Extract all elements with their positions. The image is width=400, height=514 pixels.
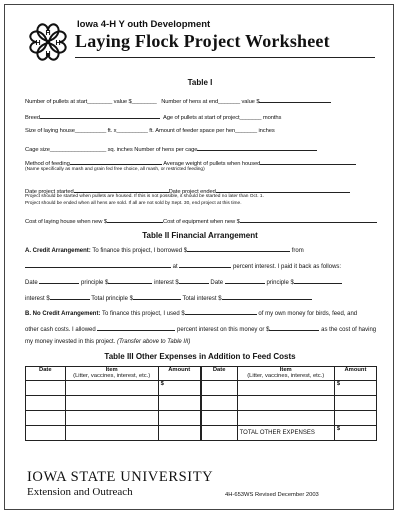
table-header-row <box>26 367 377 381</box>
row-feeding <box>25 158 356 167</box>
header-rule <box>75 57 375 58</box>
credit-line-1 <box>25 245 304 254</box>
svg-text:H: H <box>45 51 51 58</box>
breed-label: Breed <box>25 115 40 121</box>
principle-label-2: principle $ <box>266 280 294 286</box>
col-item-title: Item <box>105 367 118 373</box>
equipment-cost-field[interactable] <box>240 216 377 223</box>
date-cell[interactable] <box>201 426 237 441</box>
start-note: Project should be started when pullets are housed. If this is not possible, it should be started no later than Oct. 1. <box>25 194 264 199</box>
own-money-field[interactable] <box>185 308 257 315</box>
payment-date-2-field[interactable] <box>225 277 265 284</box>
date-started-field[interactable] <box>74 186 169 193</box>
date-ended-field[interactable] <box>216 186 350 193</box>
borrowed-amount-field[interactable] <box>187 245 290 252</box>
interest-1-field[interactable] <box>179 277 209 284</box>
at-text: at <box>172 264 178 270</box>
total-interest-field[interactable] <box>222 293 312 300</box>
allowed-interest-field[interactable] <box>97 324 175 331</box>
interest-money-text: percent interest on this money or $ <box>177 327 270 333</box>
house-cost-label: Cost of laying house when new $ <box>25 219 107 225</box>
invested-text: my money invested in this project. <box>25 339 116 345</box>
col-date-header-2: Date <box>201 367 237 381</box>
publication-code: 4H-653WS Revised December 2003 <box>225 492 319 498</box>
other-expenses-table <box>25 366 377 441</box>
col-item-header-2 <box>237 367 334 381</box>
no-credit-line-3 <box>25 339 190 345</box>
principle-2-field[interactable] <box>294 277 342 284</box>
item-cell[interactable] <box>65 381 158 396</box>
item-cell[interactable] <box>237 381 334 396</box>
interest-label: interest $ <box>154 280 179 286</box>
feeder-space-label: Amount of feeder space per hen_______ inches <box>155 128 275 134</box>
hens-per-cage-label: Number of hens per cage <box>134 147 198 153</box>
feeding-method-label: Method of feeding <box>25 161 70 167</box>
item-cell[interactable] <box>65 426 158 441</box>
house-size-label: Size of laying house__________ ft. x__________ ft. <box>25 128 154 134</box>
end-note: Project should be ended when all hens are sold. If all are not sold by Sept. 30, end project at this time. <box>25 201 242 206</box>
date-label-2: Date <box>210 280 224 286</box>
credit-line-2 <box>25 261 341 270</box>
date-cell[interactable] <box>26 411 66 426</box>
pullet-weight-field[interactable] <box>260 158 356 165</box>
table-row <box>26 426 377 441</box>
worksheet-title: Laying Flock Project Worksheet <box>75 31 330 51</box>
svg-text:H: H <box>35 40 41 47</box>
date-cell[interactable] <box>26 396 66 411</box>
date-cell[interactable] <box>26 426 66 441</box>
col-date-header: Date <box>26 367 66 381</box>
pullet-weight-label: Average weight of pullets when housed <box>163 161 261 167</box>
equipment-cost-label: Cost of equipment when new $ <box>162 219 240 225</box>
row-pullets <box>25 96 331 105</box>
table-row <box>26 396 377 411</box>
table-1-heading: Table I <box>187 78 213 87</box>
dollar-sign: $ <box>160 381 164 387</box>
total-interest-label: Total interest $ <box>182 296 222 302</box>
total-label-cell <box>237 426 334 441</box>
amount-cell[interactable] <box>158 396 201 411</box>
interest-rate-field[interactable] <box>179 261 231 268</box>
date-cell[interactable] <box>201 396 237 411</box>
principle-label: principle $ <box>81 280 109 286</box>
dollar-sign: $ <box>336 426 341 432</box>
interest-label-2: interest $ <box>25 296 50 302</box>
pullet-age-label: Age of pullets at start of project_______ months <box>163 115 282 121</box>
total-principle-label: Total principle $ <box>91 296 133 302</box>
svg-text:H: H <box>55 40 61 47</box>
cost-of-money-field[interactable] <box>269 324 319 331</box>
payment-line <box>25 277 342 286</box>
hens-end-label: Number of hens at end_______ value $ <box>161 99 260 105</box>
amount-cell[interactable] <box>334 411 376 426</box>
total-principle-field[interactable] <box>133 293 181 300</box>
col-item-subtitle-2: (Litter, vaccines, interest, etc.) <box>247 373 325 379</box>
row-costs <box>25 216 377 225</box>
date-cell[interactable] <box>201 411 237 426</box>
hens-end-value-field[interactable] <box>259 96 331 103</box>
col-amount-header: Amount <box>158 367 201 381</box>
col-item-header <box>65 367 158 381</box>
total-other-expenses-label: TOTAL OTHER EXPENSES <box>239 430 315 436</box>
feeding-note: (Name specifically as mash and grain fed free choice, all mash, or restricted feeding) <box>25 167 205 172</box>
program-name: Iowa 4-H Y outh Development <box>77 19 211 30</box>
cost-having-text: as the cost of having <box>321 327 377 333</box>
breed-field[interactable] <box>40 112 160 119</box>
table-3-heading: Table III Other Expenses in Addition to Feed Costs <box>104 352 296 361</box>
transfer-note: (Transfer above to Table III) <box>117 339 191 345</box>
dollar-sign: $ <box>336 381 341 387</box>
col-amount-header-2: Amount <box>334 367 376 381</box>
totals-line <box>25 293 312 302</box>
worksheet-page <box>4 4 394 510</box>
col-item-subtitle: (Litter, vaccines, interest, etc.) <box>73 373 151 379</box>
item-cell[interactable] <box>65 411 158 426</box>
interest-2-field[interactable] <box>50 293 90 300</box>
feeding-method-field[interactable] <box>70 158 162 165</box>
row-cage <box>25 144 317 153</box>
row-breed <box>25 112 281 121</box>
allowed-text: other cash costs. I allowed <box>25 327 96 333</box>
university-name: IOWA STATE UNIVERSITY <box>27 469 214 485</box>
payment-date-1-field[interactable] <box>39 277 79 284</box>
svg-text:H: H <box>45 30 51 37</box>
lender-field[interactable] <box>25 261 171 268</box>
amount-cell[interactable] <box>158 411 201 426</box>
item-cell[interactable] <box>65 396 158 411</box>
own-money-text: of my own money for birds, feed, and <box>258 311 358 317</box>
4h-clover-logo <box>25 19 71 65</box>
cage-size-label: Cage size__________________ sq. inches <box>25 147 133 153</box>
row-laying-house <box>25 128 275 134</box>
no-credit-line-2 <box>25 324 376 333</box>
date-ended-label: Date project ended <box>168 189 216 195</box>
used-text: To finance this project, I used $ <box>102 311 185 317</box>
item-cell[interactable] <box>237 396 334 411</box>
hens-per-cage-field[interactable] <box>197 144 317 151</box>
credit-arrangement-label: A. Credit Arrangement: <box>25 248 91 254</box>
total-amount-cell[interactable] <box>334 426 376 441</box>
pullets-start-label: Number of pullets at start________ value $________ <box>25 99 157 105</box>
table-row <box>26 411 377 426</box>
date-cell[interactable] <box>201 381 237 396</box>
date-label: Date <box>25 280 38 286</box>
amount-cell[interactable] <box>334 396 376 411</box>
house-cost-field[interactable] <box>107 216 163 223</box>
item-cell[interactable] <box>237 411 334 426</box>
amount-cell[interactable] <box>334 381 376 396</box>
borrowed-text: To finance this project, I borrowed $ <box>92 248 188 254</box>
principle-1-field[interactable] <box>108 277 152 284</box>
paid-back-text: percent interest. I paid it back as follows: <box>233 264 342 270</box>
table-row <box>26 381 377 396</box>
col-item-title-2: Item <box>279 367 292 373</box>
from-text: from <box>291 248 304 254</box>
date-cell[interactable] <box>26 381 66 396</box>
no-credit-line-1 <box>25 308 357 317</box>
no-credit-arrangement-label: B. No Credit Arrangement: <box>25 311 101 317</box>
extension-name: Extension and Outreach <box>27 486 133 498</box>
amount-cell[interactable] <box>158 426 201 441</box>
table-2-heading: Table II Financial Arrangement <box>142 231 258 240</box>
date-started-label: Date project started <box>25 189 74 195</box>
amount-cell[interactable] <box>158 381 201 396</box>
